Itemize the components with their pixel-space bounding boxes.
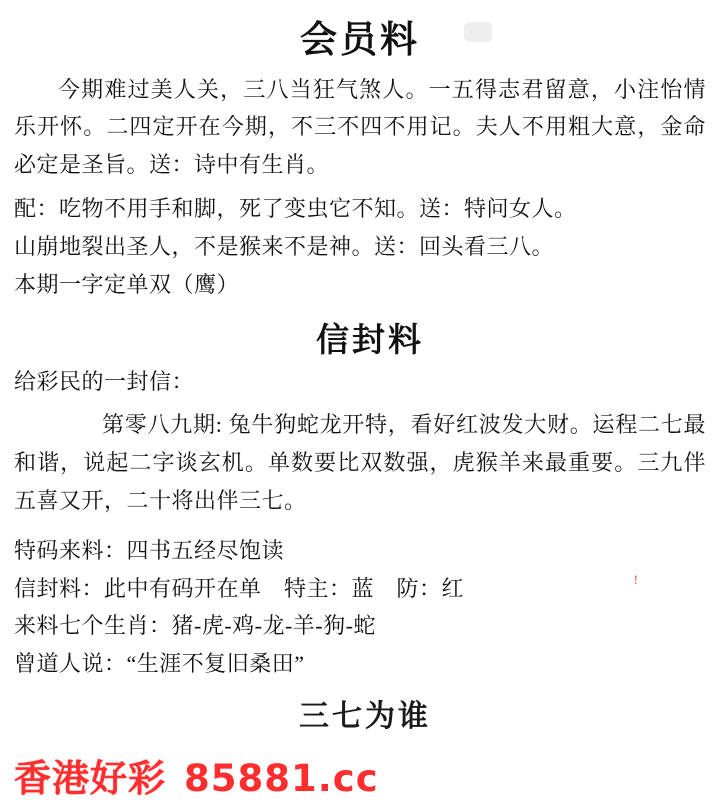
watermark-url: 85881.cc — [184, 757, 379, 800]
line-shanbeng: 山崩地裂出圣人，不是猴来不是神。送：回头看三八。 — [14, 233, 555, 259]
line-tema-laiiao: 特码来料：四书五经尽饱读 — [14, 537, 285, 563]
bottom-section-title: 三七为谁 — [299, 699, 431, 735]
line-letter-heading: 给彩民的一封信： — [14, 368, 195, 394]
watermark — [14, 748, 379, 802]
line-xinfengliao: 信封料：此中有码开在单 特主：蓝 防：红 — [14, 575, 465, 601]
paper-smudge — [464, 22, 492, 42]
line-zengdaoren: 曾道人说：“生涯不复旧桑田” — [14, 651, 305, 677]
spacer — [14, 520, 706, 532]
stray-mark: ! — [633, 572, 638, 587]
line-benqi-yizi: 本期一字定单双（鹰） — [14, 271, 240, 297]
spacer — [14, 304, 706, 310]
section-title-xinfengliao: 信封料 — [316, 319, 424, 359]
watermark-brand: 香港好彩 — [14, 757, 166, 800]
line-laiiao-shengxiao: 来料七个生肖：猪-虎-鸡-龙-羊-狗-蛇 — [14, 613, 376, 639]
paragraph-verse-2: 第零八九期: 兔牛狗蛇龙开特，看好红波发大财。运程二七最和谐，说起二字谈玄机。单数要比双数强，虎猴羊来最重要。三九伴五喜又开，二十将出伴三七。 — [14, 412, 706, 513]
paragraph-verse-1: 今期难过美人关，三八当狂气煞人。一五得志君留意，小注怡情乐开怀。二四定开在今期，不三不四不用记。夫人不用粗大意，金命必定是圣旨。送：诗中有生肖。 — [14, 76, 706, 178]
line-pei: 配：吃物不用手和脚，死了变虫它不知。送：特问女人。 — [14, 196, 577, 222]
page-title: 会员料 — [300, 17, 420, 61]
